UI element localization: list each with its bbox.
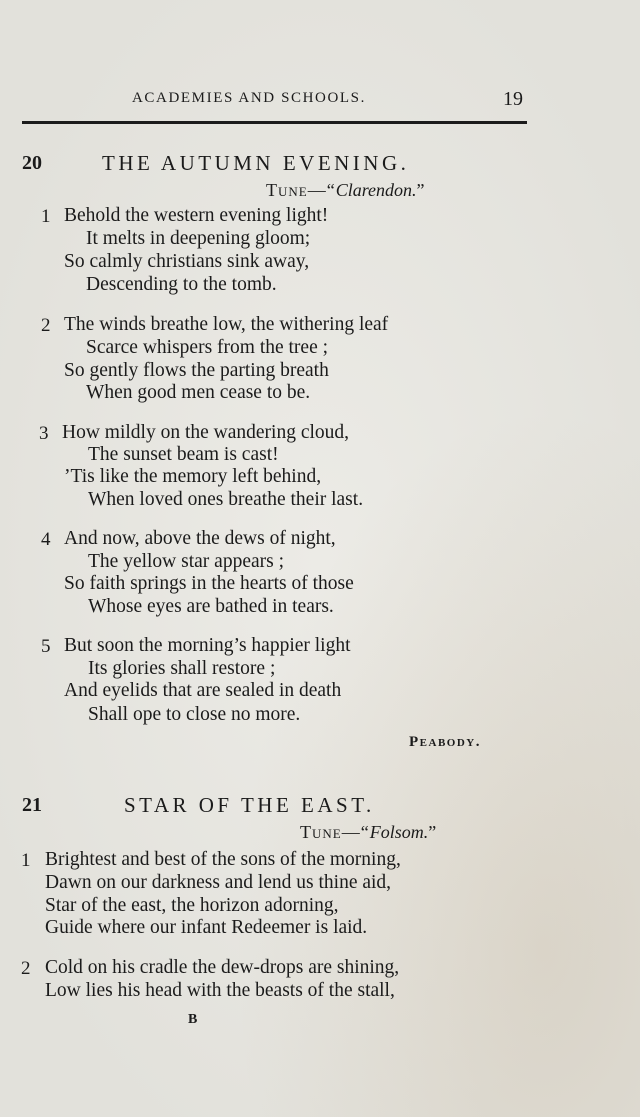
hymn-21-tune: [300, 822, 436, 843]
verse-line: Behold the western evening light!: [64, 205, 329, 226]
stanza-number: 3: [39, 423, 49, 444]
verse-line: Low lies his head with the beasts of the stall,: [45, 980, 395, 1001]
tune-suffix: ”: [416, 180, 425, 200]
verse-line: Guide where our infant Redeemer is laid.: [45, 917, 368, 938]
verse-line: Dawn on our darkness and lend us thine aid,: [45, 872, 392, 893]
verse-line: The sunset beam is cast!: [88, 444, 279, 465]
verse-line: Scarce whispers from the tree ;: [86, 337, 329, 358]
verse-line: Star of the east, the horizon adorning,: [45, 895, 339, 916]
stanza-number: 4: [41, 529, 51, 550]
verse-line: ’Tis like the memory left behind,: [64, 466, 322, 487]
verse-line: Shall ope to close no more.: [88, 704, 301, 725]
hymn-21-title: STAR OF THE EAST.: [124, 793, 375, 817]
verse-line: And now, above the dews of night,: [64, 528, 336, 549]
verse-line: When good men cease to be.: [86, 382, 311, 403]
verse-line: When loved ones breathe their last.: [88, 489, 364, 510]
hymn-20-tune: [266, 180, 425, 201]
verse-line: Brightest and best of the sons of the morning,: [45, 849, 401, 870]
signature-mark: B: [188, 1012, 198, 1027]
verse-line: It melts in deepening gloom;: [86, 228, 311, 249]
tune-name: Folsom.: [369, 822, 429, 842]
tune-name: Clarendon.: [335, 180, 417, 200]
verse-line: So faith springs in the hearts of those: [64, 573, 354, 594]
verse-line: And eyelids that are sealed in death: [64, 680, 342, 701]
hymn-20-author: Peabody.: [409, 734, 481, 750]
verse-line: Descending to the tomb.: [86, 274, 277, 295]
stanza-number: 1: [41, 206, 51, 227]
header-rule: [22, 121, 527, 124]
verse-line: Cold on his cradle the dew-drops are shining,: [45, 957, 400, 978]
hymn-20-number: 20: [22, 152, 42, 174]
stanza-number: 2: [21, 958, 31, 979]
tune-suffix: ”: [428, 822, 437, 842]
stanza-number: 1: [21, 850, 31, 871]
page-number: 19: [503, 88, 523, 110]
verse-line: How mildly on the wandering cloud,: [62, 422, 350, 443]
verse-line: Its glories shall restore ;: [88, 658, 276, 679]
stanza-number: 2: [41, 315, 51, 336]
tune-prefix: Tune—“: [300, 822, 370, 842]
hymn-20-title: THE AUTUMN EVENING.: [102, 151, 410, 175]
verse-line: So calmly christians sink away,: [64, 251, 310, 272]
verse-line: The yellow star appears ;: [88, 551, 285, 572]
verse-line: The winds breathe low, the withering leaf: [64, 314, 389, 335]
hymn-21-number: 21: [22, 794, 42, 816]
stanza-number: 5: [41, 636, 51, 657]
tune-prefix: Tune—“: [266, 180, 336, 200]
verse-line: But soon the morning’s happier light: [64, 635, 351, 656]
verse-line: Whose eyes are bathed in tears.: [88, 596, 334, 617]
verse-line: So gently flows the parting breath: [64, 360, 329, 381]
running-head: ACADEMIES AND SCHOOLS.: [132, 90, 366, 106]
